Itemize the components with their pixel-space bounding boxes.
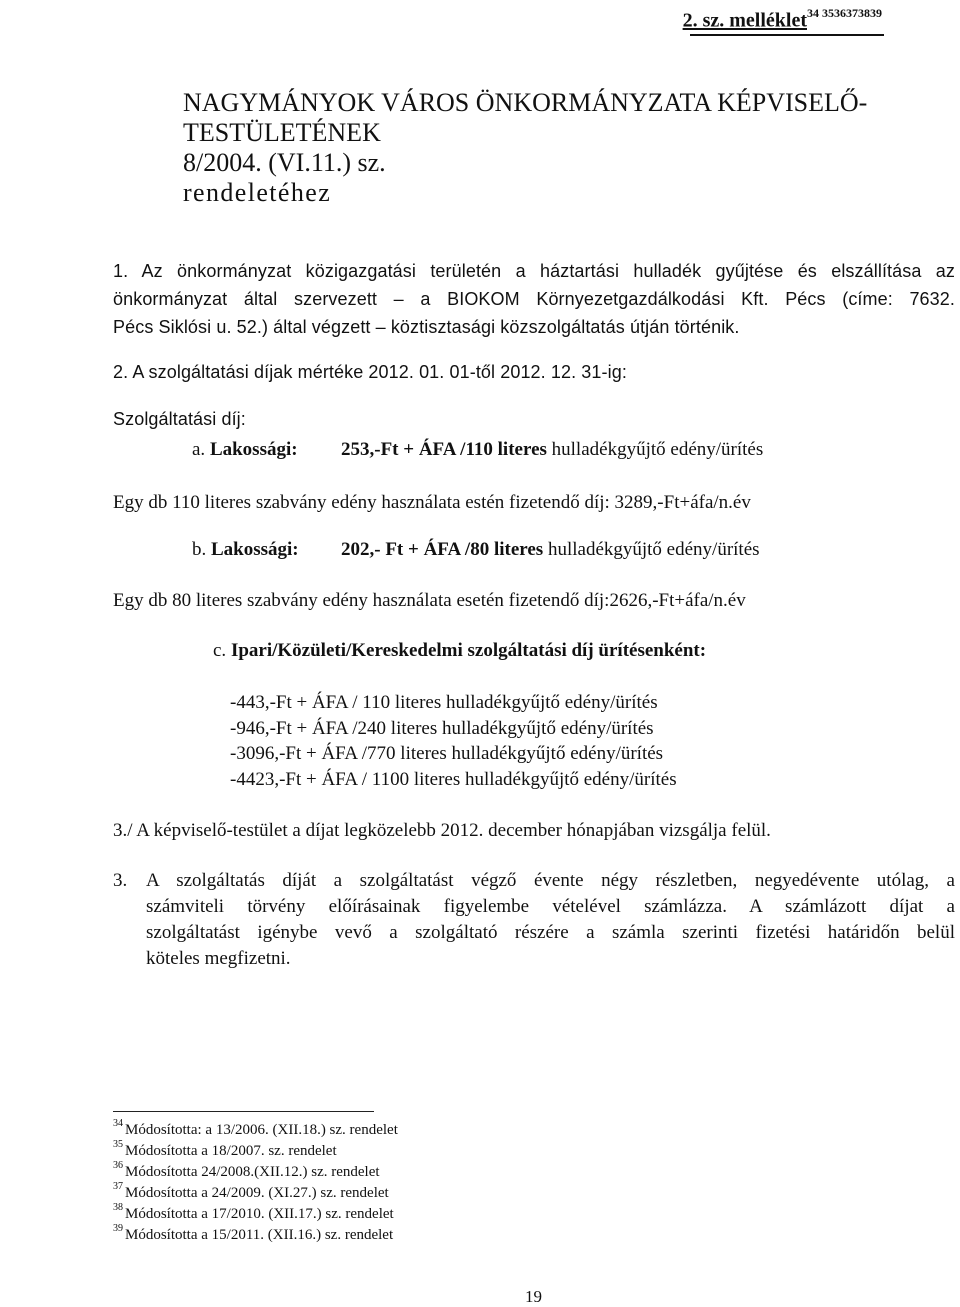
item-b-note: Egy db 80 literes szabvány edény használata esetén fizetendő díj:2626,-Ft+áfa/n.év (113, 590, 746, 611)
item-a-prefix: a. (192, 439, 206, 460)
item-a-note: Egy db 110 literes szabvány edény használata estén fizetendő díj: 3289,-Ft+áfa/n.év (113, 492, 751, 513)
paragraph-3-line-3: szolgáltatást igénybe vevő a szolgáltató részére a számla szerinti fizetési határidőn belül (146, 922, 955, 943)
paragraph-3-review: 3./ A képviselő-testület a díjat legközelebb 2012. december hónapjában vizsgálja felül. (113, 820, 771, 841)
title-line-3: 8/2004. (VI.11.) sz. (183, 148, 386, 177)
item-a-amount: 253,-Ft + ÁFA /110 literes (341, 439, 547, 460)
item-a-rate (341, 437, 763, 462)
footnote-separator (113, 1111, 374, 1112)
item-c-rate-2: -946,-Ft + ÁFA /240 literes hulladékgyűjtő edény/ürítés (230, 718, 654, 739)
item-b-amount: 202,- Ft + ÁFA /80 literes (341, 539, 544, 560)
footnote: $^{37}$ Módosította a 24/2009. (XI.27.) sz. rendelet (113, 1181, 389, 1201)
paragraph-3-number: 3. (113, 870, 128, 891)
annex-footnote-refs: 34 3536373839 (807, 6, 882, 20)
footnote: $^{34}$ Módosította: a 13/2006. (XII.18.) sz. rendelet (113, 1118, 398, 1138)
item-b-label: Lakossági: (211, 539, 299, 560)
item-a-rest: hulladékgyűjtő edény/ürítés (546, 439, 764, 460)
footnote: $^{38}$ Módosította a 17/2010. (XII.17.) sz. rendelet (113, 1202, 394, 1222)
page-number: 19 (525, 1287, 542, 1306)
footnote: $^{36}$ Módosította 24/2008.(XII.12.) sz. rendelet (113, 1160, 380, 1180)
item-c-rate-4: -4423,-Ft + ÁFA / 1100 literes hulladékgyűjtő edény/ürítés (230, 769, 677, 790)
fee-heading: Szolgáltatási díj: (113, 409, 246, 429)
paragraph-1-line-1: 1. Az önkormányzat közigazgatási területén a háztartási hulladék gyűjtése és elszállítása az (113, 261, 955, 281)
paragraph-3-line-4: köteles megfizetni. (146, 948, 291, 969)
title-line-2: TESTÜLETÉNEK (183, 118, 381, 147)
item-b-prefix: b. (192, 539, 207, 560)
footnote: $^{35}$ Módosította a 18/2007. sz. rendelet (113, 1139, 337, 1159)
item-c-row (213, 638, 706, 663)
paragraph-3-line-2: számviteli törvény előírásainak figyelembe vételével számlázza. A számlázott díjat a (146, 896, 955, 917)
item-b-rate (341, 537, 760, 562)
paragraph-1-line-3: Pécs Siklósi u. 52.) által végzett – köztisztasági közszolgáltatás útján történik. (113, 317, 740, 337)
title-line-1: NAGYMÁNYOK VÁROS ÖNKORMÁNYZATA KÉPVISELŐ- (183, 88, 868, 117)
paragraph-3-line-1: A szolgáltatás díját a szolgáltatást végző évente négy részletben, negyedévente utólag, a (146, 870, 955, 891)
annex-title: 2. sz. melléklet (682, 9, 807, 32)
footnote: $^{39}$ Módosította a 15/2011. (XII.16.) sz. rendelet (113, 1223, 394, 1243)
annex-label (683, 8, 882, 34)
item-b-rest: hulladékgyűjtő edény/ürítés (543, 539, 760, 560)
title-line-4: rendeletéhez (183, 178, 332, 207)
annex-underline (690, 34, 884, 36)
item-c-prefix: c. (213, 640, 227, 661)
paragraph-1-line-2: önkormányzat által szervezett – a BIOKOM Környezetgazdálkodási Kft. Pécs (címe: 7632. (113, 289, 955, 309)
item-a-row (192, 437, 298, 462)
item-c-label: Ipari/Közületi/Kereskedelmi szolgáltatási díj ürítésenként: (230, 640, 707, 661)
item-c-rate-1: -443,-Ft + ÁFA / 110 literes hulladékgyűjtő edény/ürítés (230, 692, 658, 713)
paragraph-2: 2. A szolgáltatási díjak mértéke 2012. 01. 01-től 2012. 12. 31-ig: (113, 362, 627, 382)
item-a-label: Lakossági: (209, 439, 298, 460)
item-c-rate-3: -3096,-Ft + ÁFA /770 literes hulladékgyűjtő edény/ürítés (230, 743, 664, 764)
item-b-row (192, 537, 299, 562)
